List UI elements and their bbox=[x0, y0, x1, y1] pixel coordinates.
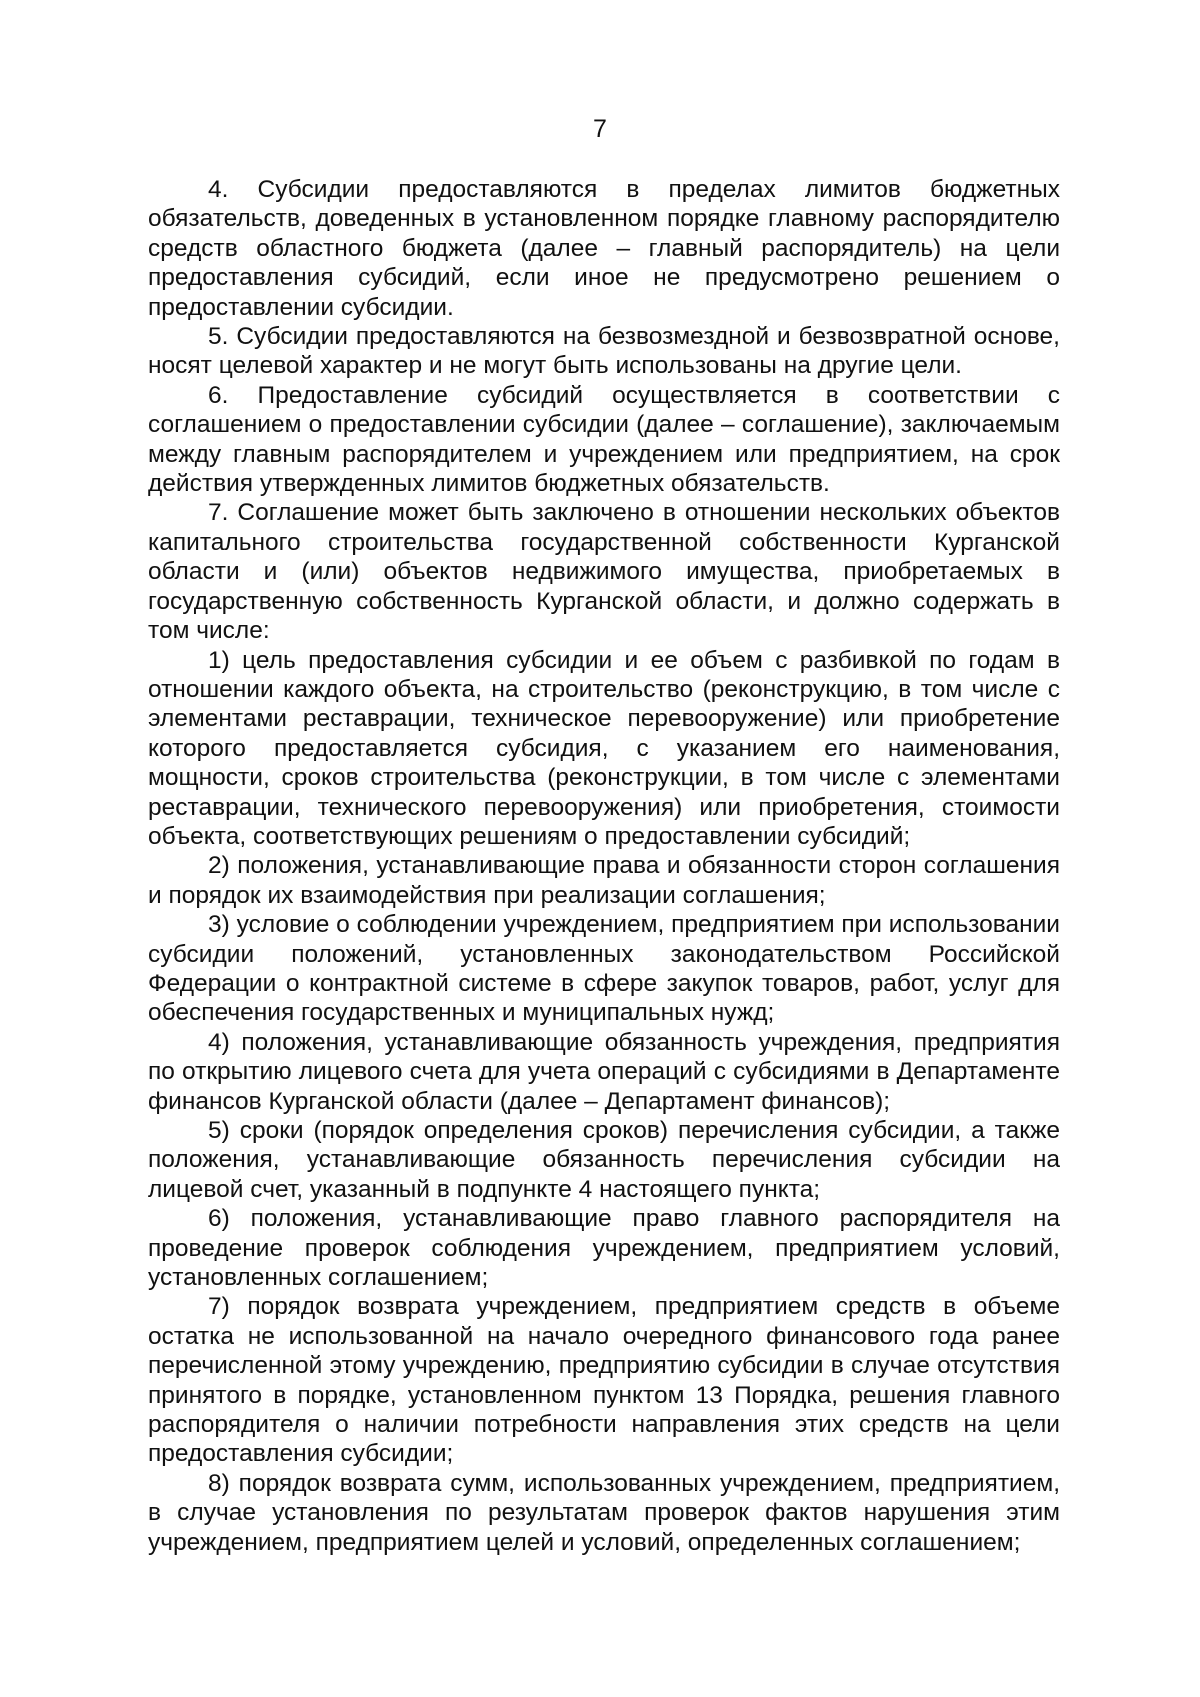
subitem-3: 3) условие о соблюдении учреждением, предприятием при использовании субсидии положений, установленных законодательством Российской Федерации о контрактной системе в сфере закупок товаров, работ, услуг для обеспечения государственных и муниципальных нужд; bbox=[148, 911, 1060, 1027]
subitem-5: 5) сроки (порядок определения сроков) перечисления субсидии, а также положения, устанавливающие обязанность перечисления субсидии на лицевой счет, указанный в подпункте 4 настоящего пункта; bbox=[148, 1117, 1060, 1203]
subitem-2: 2) положения, устанавливающие права и обязанности сторон соглашения и порядок их взаимодействия при реализации соглашения; bbox=[148, 852, 1060, 909]
document-body bbox=[148, 175, 1060, 1557]
page-number: 7 bbox=[593, 115, 607, 143]
paragraph-5: 5. Субсидии предоставляются на безвозмездной и безвозвратной основе, носят целевой характер и не могут быть использованы на другие цели. bbox=[148, 323, 1060, 380]
subitem-7: 7) порядок возврата учреждением, предприятием средств в объеме остатка не использованной на начало очередного финансового года ранее перечисленной этому учреждению, предприятию субсидии в случае отсутствия принятого в порядке, установленном пунктом 13 Порядка, решения главного распорядителя о наличии потребности направления этих средств на цели предоставления субсидии; bbox=[148, 1293, 1060, 1468]
subitem-6: 6) положения, устанавливающие право главного распорядителя на проведение проверок соблюдения учреждением, предприятием условий, установленных соглашением; bbox=[148, 1205, 1060, 1292]
subitem-4: 4) положения, устанавливающие обязанность учреждения, предприятия по открытию лицевого счета для учета операций с субсидиями в Департаменте финансов Курганской области (далее – Департамент финансов); bbox=[148, 1028, 1060, 1115]
paragraph-7: 7. Соглашение может быть заключено в отношении нескольких объектов капитального строительства государственной собственности Курганской области и (или) объектов недвижимого имущества, приобретаемых в государственную собственность Курганской области, и должно содержать в том числе: bbox=[148, 499, 1060, 645]
paragraph-4: 4. Субсидии предоставляются в пределах лимитов бюджетных обязательств, доведенных в установленном порядке главному распорядителю средств областного бюджета (далее – главный распорядитель) на цели предоставления субсидий, если иное не предусмотрено решением о предоставлении субсидии. bbox=[148, 176, 1060, 321]
subitem-8: 8) порядок возврата сумм, использованных учреждением, предприятием, в случае установления по результатам проверок фактов нарушения этим учреждением, предприятием целей и условий, определенных соглашением; bbox=[148, 1469, 1060, 1556]
paragraph-6: 6. Предоставление субсидий осуществляется в соответствии с соглашением о предоставлении субсидии (далее – соглашение), заключаемым между главным распорядителем и учреждением или предприятием, на срок действия утвержденных лимитов бюджетных обязательств. bbox=[148, 381, 1060, 498]
subitem-1: 1) цель предоставления субсидии и ее объем с разбивкой по годам в отношении каждого объекта, на строительство (реконструкцию, в том числе с элементами реставрации, техническое перевооружение) или приобретение которого предоставляется субсидия, с указанием его наименования, мощности, сроков строительства (реконструкции, в том числе с элементами реставрации, технического перевооружения) или приобретения, стоимости объекта, соответствующих решениям о предоставлении субсидий; bbox=[148, 646, 1060, 850]
